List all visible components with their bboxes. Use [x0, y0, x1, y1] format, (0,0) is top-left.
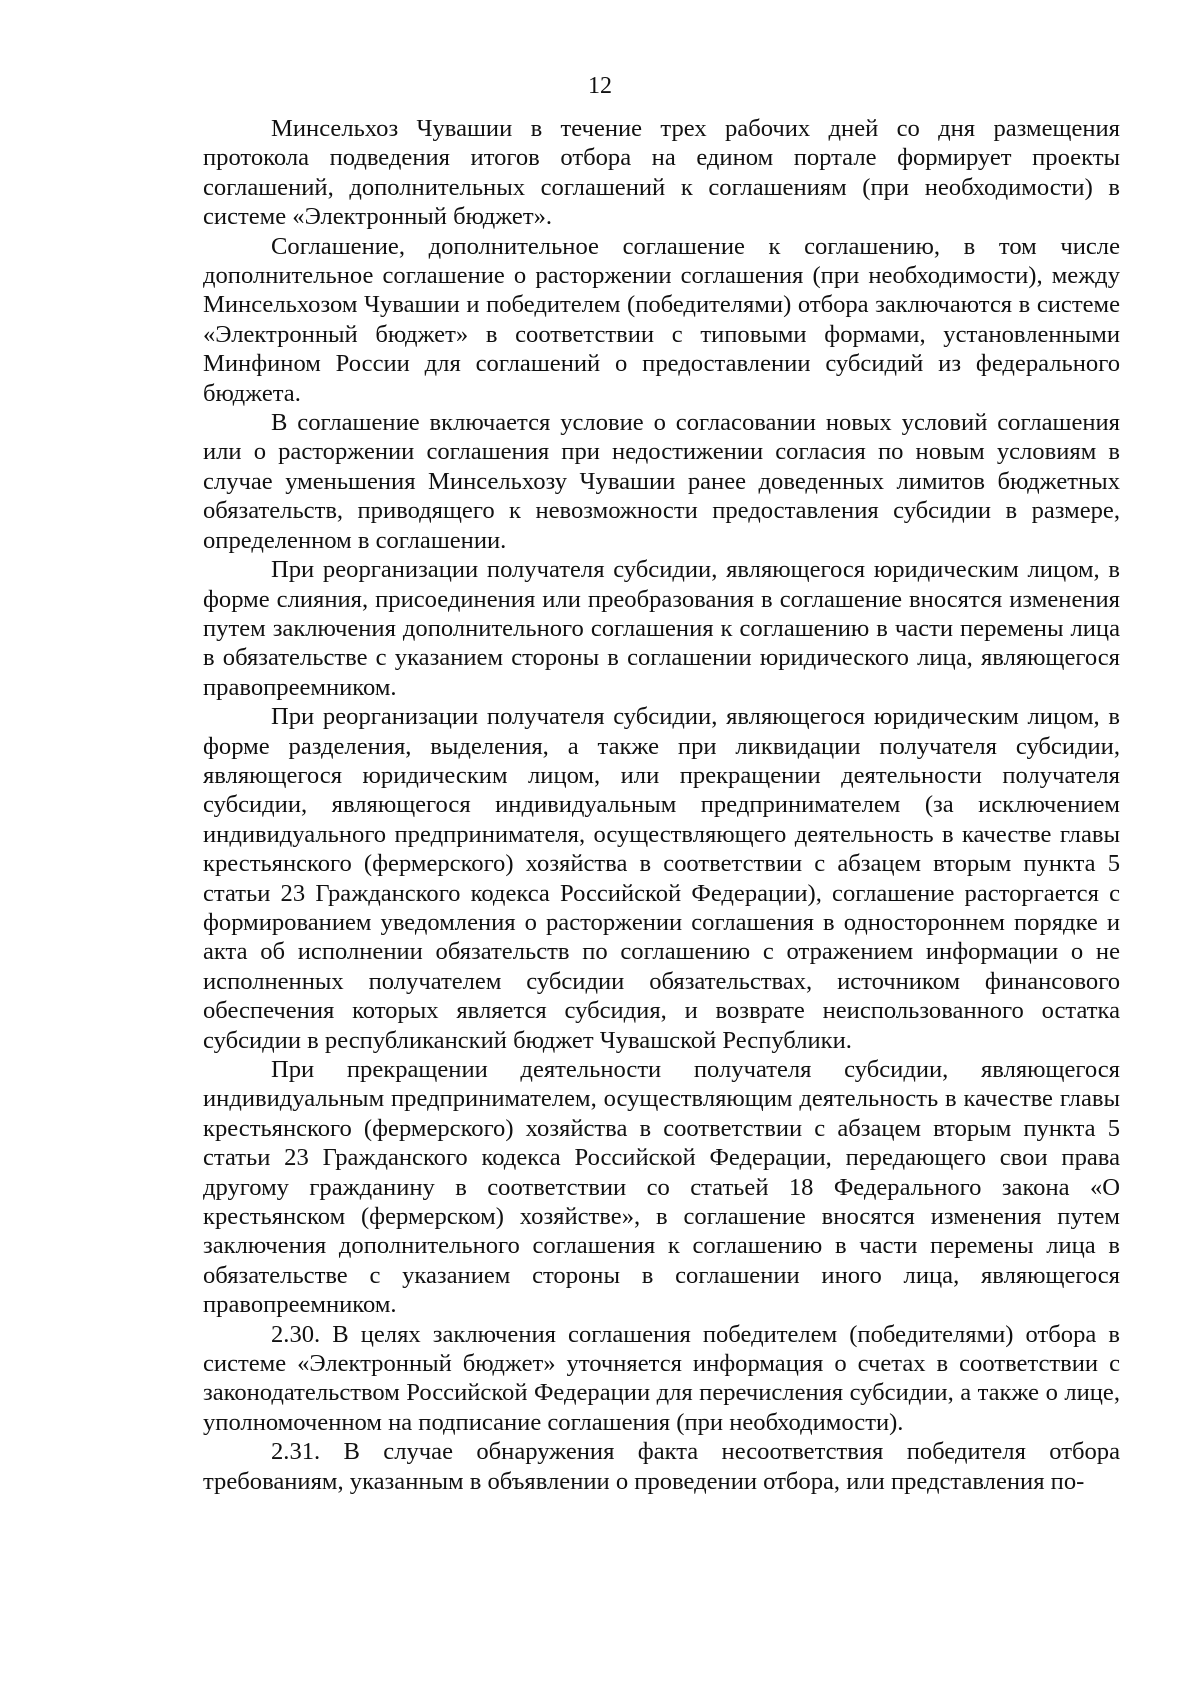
page-number: 12: [588, 73, 612, 99]
paragraph-section-2-31: 2.31. В случае обнаружения факта несоответствия победителя отбора требованиям, указанным в объявлении о проведении отбора, или представления по-: [203, 1438, 1120, 1495]
paragraph: При прекращении деятельности получателя субсидии, являющегося индивидуальным предпринимателем, осуществляющим деятельность в качестве главы крестьянского (фермерского) хозяйства в соответствии с абзацем вторым пункта 5 статьи 23 Гражданского кодекса Российской Федерации, передающего свои права другому гражданину в соответствии со статьей 18 Федерального закона «О крестьянском (фермерском) хозяйстве», в соглашение вносятся изменения путем заключения дополнительного соглашения к соглашению в части перемены лица в обязательстве с указанием стороны в соглашении иного лица, являющегося правопреемником.: [203, 1056, 1120, 1319]
paragraph: Соглашение, дополнительное соглашение к соглашению, в том числе дополнительное соглашение о расторжении соглашения (при необходимости), между Минсельхозом Чувашии и победителем (победителями) отбора заключаются в системе «Электронный бюджет» в соответствии с типовыми формами, установленными Минфином России для соглашений о предоставлении субсидий из федерального бюджета.: [203, 232, 1120, 407]
paragraph-section-2-30: 2.30. В целях заключения соглашения победителем (победителями) отбора в системе «Электронный бюджет» уточняется информация о счетах в соответствии с законодательством Российской Федерации для перечисления субсидии, а также о лице, уполномоченном на подписание соглашения (при необходимости).: [203, 1320, 1120, 1436]
paragraph: Минсельхоз Чувашии в течение трех рабочих дней со дня размещения протокола подведения итогов отбора на едином портале формирует проекты соглашений, дополнительных соглашений к соглашениям (при необходимости) в системе «Электронный бюджет».: [203, 115, 1120, 231]
document-body: [203, 114, 1120, 1496]
paragraph: В соглашение включается условие о согласовании новых условий соглашения или о расторжении соглашения при недостижении согласия по новым условиям в случае уменьшения Минсельхозу Чувашии ранее доведенных лимитов бюджетных обязательств, приводящего к невозможности предоставления субсидии в размере, определенном в соглашении.: [203, 409, 1120, 554]
paragraph: При реорганизации получателя субсидии, являющегося юридическим лицом, в форме слияния, присоединения или преобразования в соглашение вносятся изменения путем заключения дополнительного соглашения к соглашению в части перемены лица в обязательстве с указанием стороны в соглашении юридического лица, являющегося правопреемником.: [203, 556, 1120, 701]
paragraph: При реорганизации получателя субсидии, являющегося юридическим лицом, в форме разделения, выделения, а также при ликвидации получателя субсидии, являющегося юридическим лицом, или прекращении деятельности получателя субсидии, являющегося индивидуальным предпринимателем (за исключением индивидуального предпринимателя, осуществляющего деятельность в качестве главы крестьянского (фермерского) хозяйства в соответствии с абзацем вторым пункта 5 статьи 23 Гражданского кодекса Российской Федерации), соглашение расторгается с формированием уведомления о расторжении соглашения в одностороннем порядке и акта об исполнении обязательств по соглашению с отражением информации о не исполненных получателем субсидии обязательствах, источником финансового обеспечения которых является субсидия, и возврате неиспользованного остатка субсидии в республиканский бюджет Чувашской Республики.: [203, 703, 1120, 1054]
